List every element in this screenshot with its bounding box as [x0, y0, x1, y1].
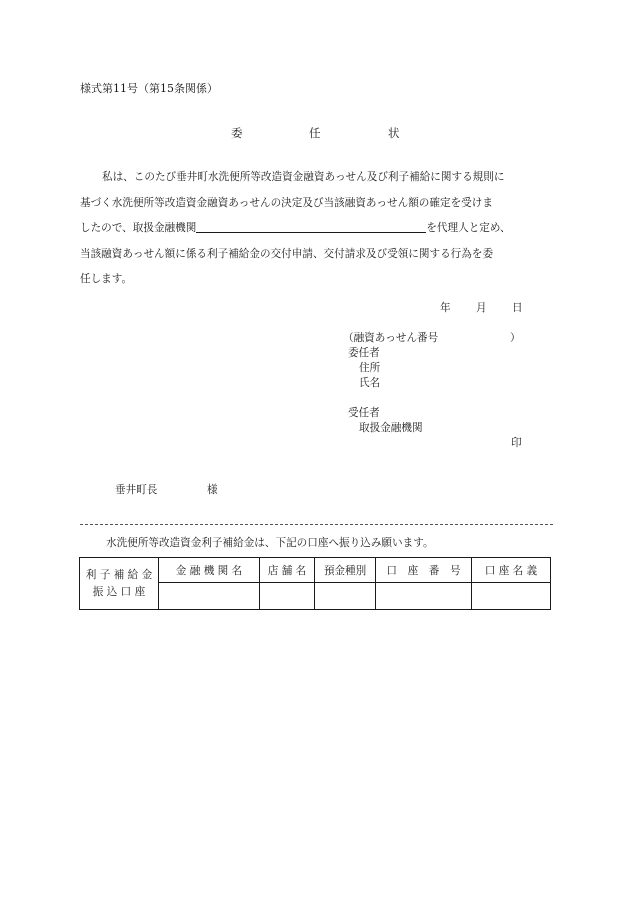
row-header-line: 利 子 補 給 金	[85, 568, 153, 581]
column-header: 店 舗 名	[260, 558, 315, 583]
account-table	[79, 557, 551, 610]
principal-label: 委任者	[348, 347, 380, 359]
agent-institution-label: 取扱金融機関	[359, 422, 423, 434]
principal-address-label: 住所	[359, 362, 381, 374]
body-line	[80, 216, 555, 242]
addressee-name: 垂井町長	[115, 484, 158, 496]
column-header: 口 座 名 義	[472, 558, 551, 583]
column-header: 金 融 機 関 名	[159, 558, 260, 583]
deposit-type-cell[interactable]	[315, 583, 376, 610]
loan-number-label: （融資あっせん番号	[343, 332, 439, 344]
body-paragraph	[80, 165, 555, 293]
agent-label: 受任者	[348, 407, 380, 419]
principal-name-label: 氏名	[359, 377, 381, 389]
account-number-cell[interactable]	[376, 583, 472, 610]
column-header: 口 座 番 号	[376, 558, 472, 583]
account-holder-cell[interactable]	[472, 583, 551, 610]
cut-line-divider	[80, 524, 553, 525]
body-line-text: を代理人と定め、	[426, 222, 511, 234]
branch-name-cell[interactable]	[260, 583, 315, 610]
transfer-note: 水洗便所等改造資金利子補給金は、下記の口座へ振り込み願います。	[106, 537, 434, 549]
row-header-cell	[80, 558, 159, 610]
row-header-line: 振 込 口 座	[92, 585, 146, 598]
body-line: 当該融資あっせん額に係る利子補給金の交付申請、交付請求及び受領に関する行為を委	[80, 247, 494, 260]
date-year-label: 年	[440, 302, 451, 314]
body-line-text: したので、取扱金融機関	[80, 222, 197, 234]
column-header: 預金種別	[315, 558, 376, 583]
document-title-char: 任	[309, 126, 321, 140]
bank-name-cell[interactable]	[159, 583, 260, 610]
body-line: 基づく水洗便所等改造資金融資あっせんの決定及び当該融資あっせん額の確定を受けま	[80, 196, 493, 209]
form-number: 様式第11号（第15条関係）	[80, 82, 218, 95]
loan-number-close: ）	[510, 332, 521, 344]
body-line: 私は、このたび垂井町水洗便所等改造資金融資あっせん及び利子補給に関する規則に	[102, 171, 505, 183]
addressee-suffix: 様	[207, 484, 218, 496]
date-day-label: 日	[512, 302, 523, 314]
document-title-char: 状	[388, 126, 400, 140]
body-line: 任します。	[80, 273, 133, 285]
date-month-label: 月	[476, 302, 487, 314]
seal-mark: 印	[511, 437, 522, 449]
document-title-char: 委	[231, 126, 243, 140]
table-header-row	[80, 558, 551, 583]
institution-blank-field[interactable]	[196, 220, 426, 233]
